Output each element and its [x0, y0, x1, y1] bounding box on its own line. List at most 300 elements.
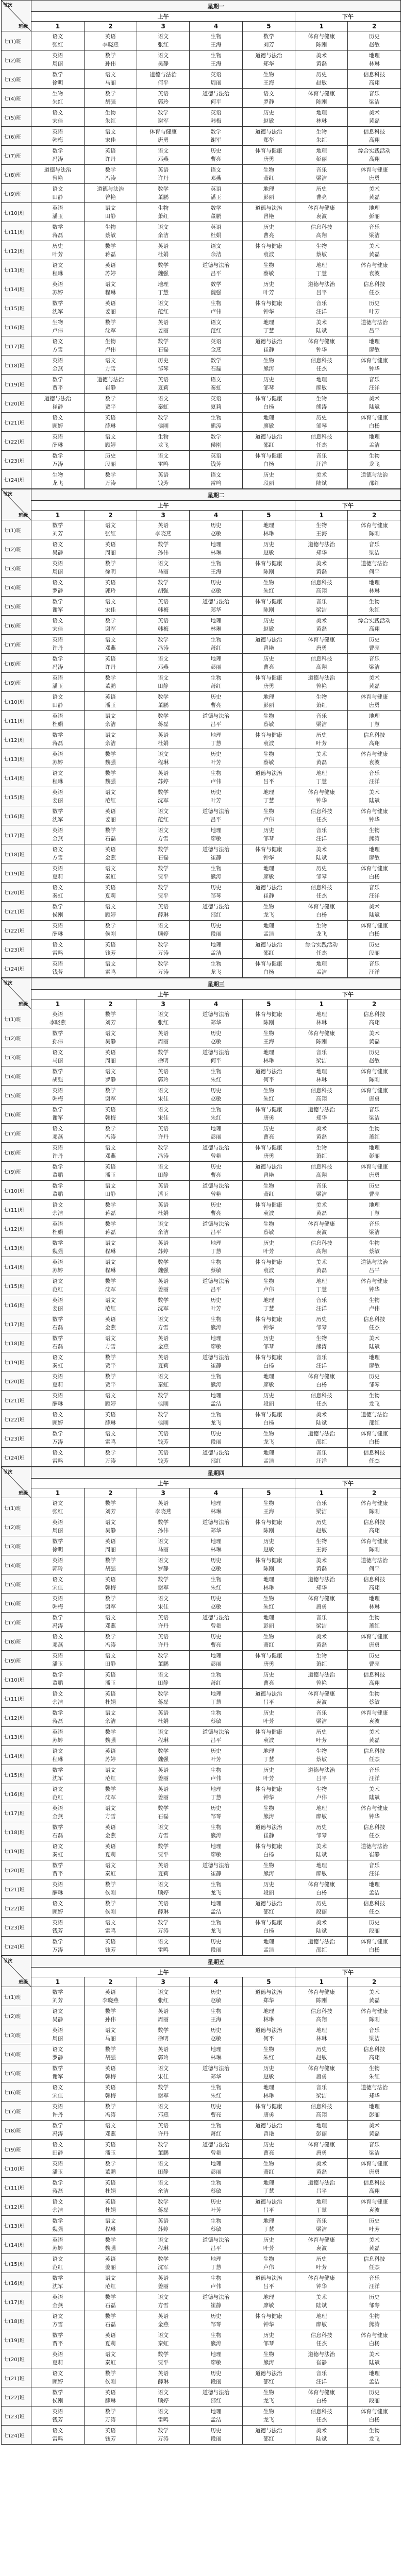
subject: 生物 — [316, 396, 327, 402]
lesson-cell — [190, 1429, 242, 1448]
lesson-cell — [295, 279, 348, 298]
lesson-cell — [348, 2140, 401, 2159]
lesson-cell — [31, 1594, 84, 1613]
subject: 历史 — [210, 1634, 222, 1640]
teacher: 杜娟 — [52, 1229, 63, 1235]
lesson-cell — [84, 165, 137, 184]
subject: 生物 — [368, 599, 380, 605]
subject: 音乐 — [316, 2084, 327, 2091]
teacher: 许丹 — [52, 1153, 63, 1159]
teacher: 方雪 — [105, 1814, 116, 1820]
teacher: 王海 — [210, 61, 222, 67]
teacher: 汪洋 — [368, 385, 380, 391]
subject: 地理 — [263, 186, 274, 192]
lesson-cell — [348, 1009, 401, 1028]
subject: 数学 — [105, 2313, 116, 2319]
subject: 体育与健康 — [255, 1653, 282, 1659]
teacher: 萧红 — [263, 175, 274, 181]
teacher: 陆斌 — [368, 404, 380, 410]
subject: 地理 — [210, 2256, 222, 2262]
subject: 英语 — [105, 1049, 116, 1056]
teacher: 龙飞 — [368, 461, 380, 467]
subject: 英语 — [52, 1557, 63, 1564]
subject: 数学 — [105, 2161, 116, 2167]
teacher: 曹亮 — [263, 2150, 274, 2156]
subject: 英语 — [105, 846, 116, 853]
subject: 数学 — [158, 580, 169, 586]
teacher: 熊涛 — [368, 2321, 380, 2328]
lesson-cell — [31, 1651, 84, 1670]
class-name: 七(22)班 — [2, 921, 31, 940]
lesson-cell — [84, 279, 137, 298]
lesson-cell — [242, 1391, 295, 1410]
lesson-cell — [84, 578, 137, 597]
teacher: 张红 — [105, 531, 116, 537]
lesson-cell — [295, 1708, 348, 1727]
teacher: 石磊 — [158, 855, 169, 861]
subject: 音乐 — [316, 2370, 327, 2377]
teacher: 程琳 — [52, 778, 63, 785]
subject: 历史 — [263, 1126, 274, 1132]
lesson-cell — [242, 654, 295, 673]
lesson-cell — [348, 921, 401, 940]
teacher: 段丽 — [263, 480, 274, 486]
class-row — [2, 2311, 401, 2330]
subject: 生物 — [210, 1882, 222, 1888]
lesson-cell — [242, 1314, 295, 1333]
lesson-cell — [348, 1594, 401, 1613]
lesson-cell — [31, 1086, 84, 1105]
class-name: 七(7)班 — [2, 1124, 31, 1143]
lesson-cell — [242, 1238, 295, 1257]
lesson-cell — [295, 1352, 348, 1371]
subject: 语文 — [105, 72, 116, 78]
teacher: 高翔 — [368, 1585, 380, 1591]
subject: 生物 — [210, 33, 222, 40]
subject: 语文 — [105, 961, 116, 967]
teacher: 高翔 — [316, 2016, 327, 2023]
subject: 数学 — [105, 167, 116, 173]
teacher: 蒋磊 — [158, 1699, 169, 1705]
lesson-cell — [242, 1295, 295, 1314]
teacher: 潘玉 — [52, 1661, 63, 1667]
subject: 道德与法治 — [308, 1577, 336, 1583]
teacher: 万涛 — [158, 969, 169, 975]
lesson-cell — [137, 711, 189, 730]
subject: 数学 — [105, 91, 116, 97]
lesson-cell — [190, 2216, 242, 2235]
class-name: 七(17)班 — [2, 1314, 31, 1333]
lesson-cell — [295, 1784, 348, 1803]
lesson-cell — [348, 1047, 401, 1066]
lesson-cell — [242, 1276, 295, 1295]
lesson-cell — [31, 520, 84, 539]
subject: 英语 — [158, 1126, 169, 1132]
lesson-cell — [242, 787, 295, 806]
teacher: 郭玲 — [105, 588, 116, 594]
subject: 地理 — [263, 694, 274, 700]
teacher: 何平 — [368, 569, 380, 575]
lesson-cell — [242, 2426, 295, 2445]
subject: 英语 — [52, 2294, 63, 2300]
lesson-cell — [242, 558, 295, 578]
subject: 生物 — [210, 415, 222, 421]
teacher: 陈刚 — [316, 1997, 327, 2004]
subject: 历史 — [210, 1202, 222, 1208]
class-name: 七(12)班 — [2, 241, 31, 260]
lesson-cell — [84, 2235, 137, 2254]
lesson-cell — [31, 298, 84, 317]
subject: 数学 — [52, 2218, 63, 2224]
teacher: 周丽 — [52, 569, 63, 575]
subject: 数学 — [52, 656, 63, 662]
subject: 英语 — [158, 2218, 169, 2224]
teacher: 谢军 — [105, 1096, 116, 1102]
lesson-cell — [137, 1105, 189, 1124]
lesson-cell — [84, 336, 137, 355]
teacher: 曹亮 — [368, 1191, 380, 1197]
teacher: 白杨 — [368, 2341, 380, 2347]
lesson-cell — [190, 2368, 242, 2387]
class-row — [2, 31, 401, 50]
teacher: 朱红 — [210, 1115, 222, 1121]
subject: 体育与健康 — [255, 1920, 282, 1926]
teacher: 任杰 — [316, 893, 327, 899]
teacher: 石磊 — [105, 2321, 116, 2328]
class-row — [2, 1352, 401, 1371]
teacher: 黄磊 — [316, 2169, 327, 2175]
lesson-cell — [137, 317, 189, 336]
teacher: 曾艳 — [210, 1623, 222, 1629]
subject: 美术 — [368, 2351, 380, 2358]
subject: 生物 — [368, 1126, 380, 1132]
class-name: 七(14)班 — [2, 1257, 31, 1276]
class-name: 七(17)班 — [2, 825, 31, 844]
lesson-cell — [295, 1651, 348, 1670]
teacher: 任杰 — [368, 2264, 380, 2270]
teacher: 邹琴 — [316, 423, 327, 429]
subject: 语文 — [105, 2027, 116, 2033]
lesson-cell — [242, 317, 295, 336]
lesson-cell — [84, 2025, 137, 2044]
class-name: 七(11)班 — [2, 1689, 31, 1708]
teacher: 方雪 — [52, 347, 63, 353]
lesson-cell — [31, 902, 84, 921]
subject: 历史 — [263, 2237, 274, 2243]
class-name: 七(9)班 — [2, 184, 31, 203]
subject: 地理 — [368, 2104, 380, 2110]
lesson-cell — [295, 355, 348, 375]
lesson-cell — [295, 1899, 348, 1918]
teacher: 任杰 — [316, 366, 327, 372]
class-name: 七(7)班 — [2, 146, 31, 165]
teacher: 冯涛 — [105, 175, 116, 181]
teacher: 蔡敏 — [210, 1718, 222, 1724]
teacher: 魏强 — [210, 290, 222, 296]
subject: 历史 — [263, 281, 274, 287]
teacher: 高翔 — [368, 740, 380, 747]
lesson-cell — [84, 2006, 137, 2025]
teacher: 汪洋 — [316, 309, 327, 315]
subject: 地理 — [316, 2027, 327, 2033]
class-row — [2, 50, 401, 70]
teacher: 萧红 — [210, 683, 222, 689]
subject: 历史 — [210, 885, 222, 891]
lesson-cell — [348, 1803, 401, 1822]
teacher: 丁慧 — [316, 778, 327, 785]
subject: 语文 — [52, 1901, 63, 1907]
subject: 语文 — [52, 1278, 63, 1284]
lesson-cell — [137, 1937, 189, 1956]
teacher: 冯涛 — [105, 1134, 116, 1140]
teacher: 李晓燕 — [155, 1509, 172, 1515]
teacher: 邵红 — [210, 2398, 222, 2404]
class-name: 七(10)班 — [2, 692, 31, 711]
subject: 生物 — [210, 675, 222, 681]
lesson-cell — [137, 1498, 189, 1517]
teacher: 林琳 — [210, 1547, 222, 1553]
lesson-cell — [137, 1746, 189, 1765]
teacher: 蒋磊 — [158, 721, 169, 727]
subject: 历史 — [263, 1767, 274, 1773]
subject: 音乐 — [368, 2275, 380, 2281]
lesson-cell — [242, 1333, 295, 1352]
subject: 生物 — [210, 961, 222, 967]
lesson-cell — [31, 1918, 84, 1937]
subject: 语文 — [158, 1824, 169, 1831]
teacher: 林琳 — [368, 61, 380, 67]
lesson-cell — [190, 2063, 242, 2082]
teacher: 梁洁 — [316, 721, 327, 727]
teacher: 崔静 — [263, 1833, 274, 1839]
subject: 地理 — [210, 618, 222, 624]
teacher: 萧红 — [210, 645, 222, 651]
teacher: 王海 — [263, 1509, 274, 1515]
class-row — [2, 1651, 401, 1670]
subject: 英语 — [52, 866, 63, 872]
class-row — [2, 654, 401, 673]
lesson-cell — [84, 1257, 137, 1276]
lesson-cell — [242, 520, 295, 539]
subject: 道德与法治 — [360, 1557, 388, 1564]
teacher: 苏婷 — [158, 778, 169, 785]
subject: 道德与法治 — [202, 1450, 230, 1456]
teacher: 陆斌 — [316, 2302, 327, 2309]
subject: 历史 — [210, 1748, 222, 1754]
teacher: 龙飞 — [210, 1928, 222, 1934]
lesson-cell — [242, 921, 295, 940]
teacher: 陈刚 — [263, 1566, 274, 1572]
teacher: 彭丽 — [210, 664, 222, 670]
lesson-cell — [137, 2140, 189, 2159]
subject: 道德与法治 — [202, 1011, 230, 1018]
lesson-cell — [31, 1632, 84, 1651]
teacher: 苏婷 — [52, 759, 63, 766]
class-name: 七(14)班 — [2, 2235, 31, 2254]
subject: 历史 — [368, 2294, 380, 2300]
teacher: 程琳 — [105, 1248, 116, 1255]
class-name: 七(1)班 — [2, 1009, 31, 1028]
teacher: 萧红 — [210, 1680, 222, 1686]
teacher: 谢军 — [52, 1115, 63, 1121]
subject: 数学 — [52, 1164, 63, 1170]
lesson-cell — [137, 1333, 189, 1352]
subject: 英语 — [105, 2256, 116, 2262]
teacher: 董鹏 — [158, 194, 169, 200]
teacher: 杜娟 — [210, 232, 222, 239]
subject: 数学 — [158, 1577, 169, 1583]
lesson-cell — [190, 1448, 242, 1467]
lesson-cell — [137, 1143, 189, 1162]
lesson-cell — [242, 2102, 295, 2121]
teacher: 钟华 — [316, 347, 327, 353]
subject: 生物 — [210, 1672, 222, 1678]
lesson-cell — [242, 108, 295, 127]
teacher: 秦虹 — [210, 385, 222, 391]
lesson-cell — [84, 1276, 137, 1295]
subject: 信息科技 — [363, 1011, 386, 1018]
subject: 数学 — [105, 1354, 116, 1361]
period-number: 4 — [190, 22, 242, 31]
teacher: 杜娟 — [105, 2188, 116, 2194]
subject: 美术 — [368, 1335, 380, 1342]
lesson-cell — [190, 1105, 242, 1124]
subject: 历史 — [263, 472, 274, 478]
teacher: 丁慧 — [210, 1248, 222, 1255]
teacher: 高翔 — [368, 156, 380, 162]
subject: 生物 — [52, 319, 63, 326]
lesson-cell — [190, 1143, 242, 1162]
lesson-cell — [190, 1918, 242, 1937]
teacher: 任杰 — [368, 1909, 380, 1915]
teacher: 孙伟 — [158, 550, 169, 556]
teacher: 林琳 — [368, 588, 380, 594]
teacher: 黄磊 — [368, 251, 380, 258]
subject: 英语 — [158, 618, 169, 624]
subject: 历史 — [210, 2027, 222, 2033]
subject: 数学 — [158, 866, 169, 872]
subject: 英语 — [105, 1748, 116, 1754]
subject: 英语 — [105, 2199, 116, 2205]
teacher: 姜丽 — [105, 309, 116, 315]
teacher: 龙飞 — [263, 912, 274, 918]
class-name: 七(4)班 — [2, 1555, 31, 1574]
lesson-cell — [31, 1429, 84, 1448]
lesson-cell — [84, 902, 137, 921]
lesson-cell — [348, 31, 401, 50]
subject: 数学 — [158, 1653, 169, 1659]
lesson-cell — [84, 1689, 137, 1708]
subject: 语文 — [158, 1989, 169, 1995]
teacher: 段丽 — [210, 931, 222, 937]
teacher: 田静 — [105, 213, 116, 219]
subject: 生物 — [210, 2275, 222, 2281]
subject: 体育与健康 — [255, 732, 282, 738]
teacher: 赵敏 — [210, 1566, 222, 1572]
teacher: 苏婷 — [158, 1248, 169, 1255]
teacher: 韩梅 — [210, 118, 222, 124]
teacher: 黄磊 — [368, 1039, 380, 1045]
lesson-cell — [84, 1200, 137, 1219]
teacher: 秦虹 — [158, 2341, 169, 2347]
lesson-cell — [348, 2063, 401, 2082]
teacher: 李晓燕 — [49, 1020, 66, 1026]
class-name: 七(21)班 — [2, 1391, 31, 1410]
subject: 历史 — [316, 1901, 327, 1907]
subject: 语文 — [52, 770, 63, 776]
lesson-cell — [190, 806, 242, 825]
lesson-cell — [31, 616, 84, 635]
class-name: 七(4)班 — [2, 1066, 31, 1086]
teacher: 叶芳 — [263, 2245, 274, 2251]
lesson-cell — [190, 222, 242, 241]
subject: 语文 — [105, 1069, 116, 1075]
teacher: 董鹏 — [105, 683, 116, 689]
teacher: 方雪 — [158, 836, 169, 842]
subject: 语文 — [263, 91, 274, 97]
lesson-cell — [190, 1371, 242, 1391]
subject: 历史 — [368, 2218, 380, 2224]
lesson-cell — [31, 1371, 84, 1391]
teacher: 徐明 — [52, 1547, 63, 1553]
subject: 生物 — [263, 2409, 274, 2415]
teacher: 石磊 — [105, 2302, 116, 2309]
class-row — [2, 2121, 401, 2140]
lesson-cell — [242, 1574, 295, 1594]
teacher: 林琳 — [263, 2093, 274, 2099]
lesson-cell — [295, 1860, 348, 1879]
teacher: 卢伟 — [210, 309, 222, 315]
lesson-cell — [295, 432, 348, 451]
subject: 英语 — [210, 338, 222, 345]
subject: 数学 — [105, 2008, 116, 2014]
teacher: 赵敏 — [210, 531, 222, 537]
teacher: 雷鸣 — [105, 969, 116, 975]
class-name: 七(23)班 — [2, 2406, 31, 2426]
lesson-cell — [242, 31, 295, 50]
subject: 道德与法治 — [308, 1767, 336, 1773]
teacher: 崔静 — [210, 1363, 222, 1369]
class-name: 七(4)班 — [2, 89, 31, 108]
teacher: 王海 — [263, 1039, 274, 1045]
lesson-cell — [31, 1784, 84, 1803]
teacher: 曾艳 — [52, 175, 63, 181]
lesson-cell — [31, 1314, 84, 1333]
class-name: 七(23)班 — [2, 1429, 31, 1448]
corner-header — [2, 1, 31, 31]
lesson-cell — [242, 1613, 295, 1632]
class-name: 七(9)班 — [2, 1162, 31, 1181]
lesson-cell — [137, 1765, 189, 1784]
period-number: 2 — [84, 1488, 137, 1498]
teacher: 刘芳 — [52, 531, 63, 537]
day-timetable — [1, 1956, 401, 2445]
teacher: 魏强 — [158, 270, 169, 277]
lesson-cell — [137, 451, 189, 470]
class-row — [2, 768, 401, 787]
subject: 美术 — [316, 319, 327, 326]
teacher: 彭丽 — [368, 2112, 380, 2118]
lesson-cell — [31, 673, 84, 692]
teacher: 夏莉 — [52, 874, 63, 880]
teacher: 林琳 — [368, 1604, 380, 1610]
subject: 英语 — [52, 2409, 63, 2415]
teacher: 蒋磊 — [105, 251, 116, 258]
class-row — [2, 317, 401, 336]
lesson-cell — [84, 1028, 137, 1047]
lesson-cell — [84, 597, 137, 616]
lesson-cell — [137, 1448, 189, 1467]
